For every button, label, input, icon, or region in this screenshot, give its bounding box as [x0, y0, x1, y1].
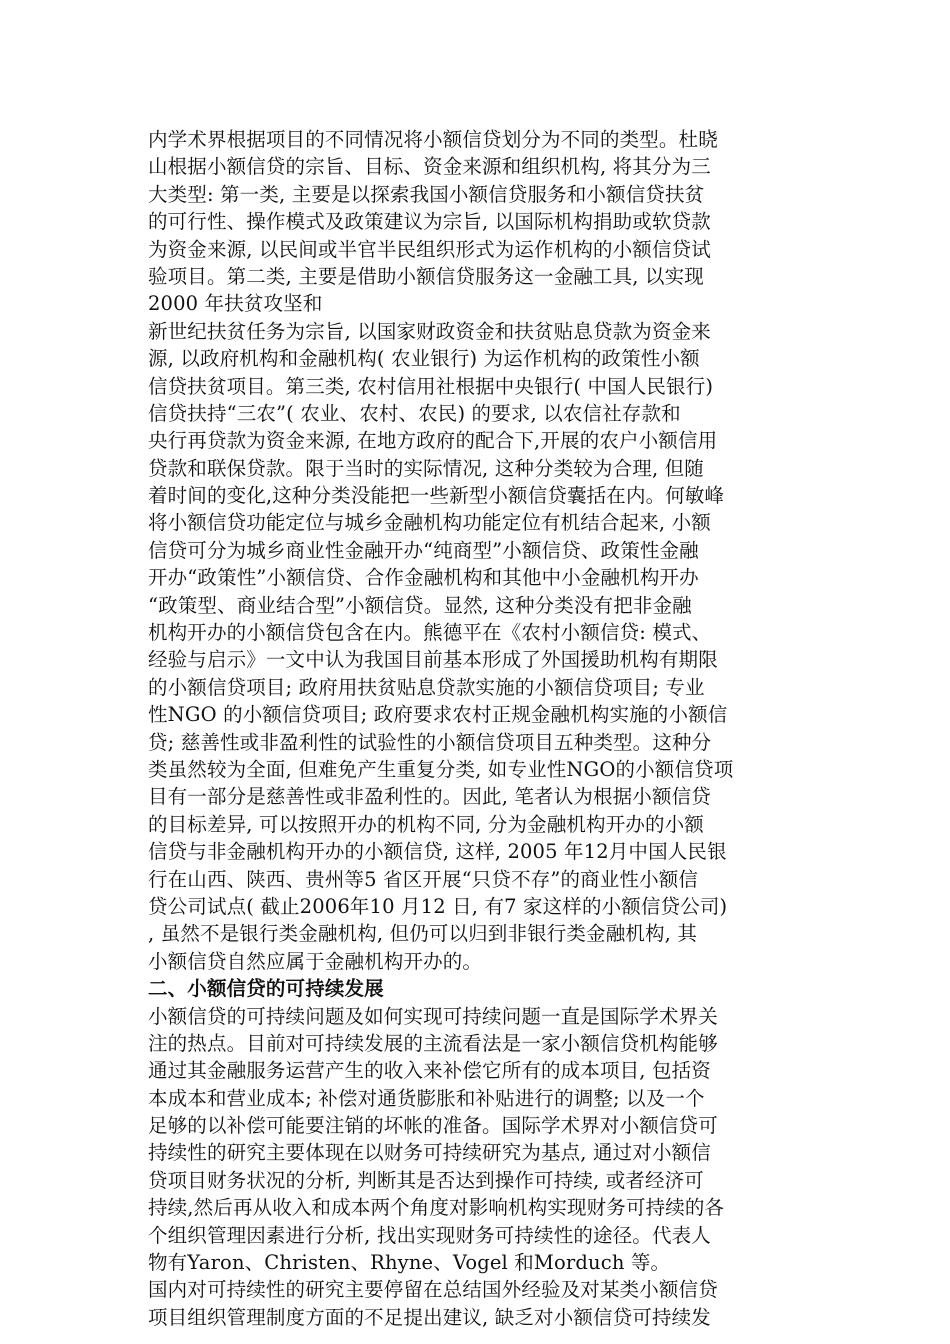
text-line: 的小额信贷项目; 政府用扶贫贴息贷款实施的小额信贷项目; 专业: [148, 675, 705, 699]
text-line: 验项目。第二类, 主要是借助小额信贷服务这一金融工具, 以实现: [148, 264, 704, 288]
text-line: 开办“政策性”小额信贷、合作金融机构和其他中小金融机构开办: [148, 566, 699, 590]
text-line: 2000 年扶贫攻坚和: [148, 292, 323, 316]
text-line: 物有Yaron、Christen、Rhyne、Vogel 和Morduch 等。: [148, 1251, 671, 1275]
text-line: “政策型、商业结合型”小额信贷。显然, 这种分类没有把非金融: [148, 593, 692, 617]
text-line: 机构开办的小额信贷包含在内。熊德平在《农村小额信贷: 模式、: [148, 621, 712, 645]
text-line: 贷项目财务状况的分析, 判断其是否达到操作可持续, 或者经济可: [148, 1168, 704, 1192]
text-line: 持续性的研究主要体现在以财务可持续研究为基点, 通过对小额信: [148, 1141, 711, 1165]
text-line: 个组织管理因素进行分析, 找出实现财务可持续性的途径。代表人: [148, 1223, 711, 1247]
text-line: 贷公司试点( 截止2006年10 月12 日, 有7 家这样的小额信贷公司): [148, 894, 728, 918]
text-line: 小额信贷的可持续问题及如何实现可持续问题一直是国际学术界关: [148, 1004, 718, 1028]
text-line: 注的热点。目前对可持续发展的主流看法是一家小额信贷机构能够: [148, 1031, 718, 1055]
text-line: 信贷扶持“三农”( 农业、农村、农民) 的要求, 以农信社存款和: [148, 401, 681, 425]
text-line: 内学术界根据项目的不同情况将小额信贷划分为不同的类型。杜晓: [148, 128, 718, 151]
text-line: 贷款和联保贷款。限于当时的实际情况, 这种分类较为合理, 但随: [148, 456, 704, 480]
document-page: [148, 126, 808, 1331]
text-line: 的目标差异, 可以按照开办的机构不同, 分为金融机构开办的小额: [148, 812, 704, 836]
text-line: 大类型: 第一类, 主要是以探索我国小额信贷服务和小额信贷扶贫: [148, 182, 705, 206]
text-line: 新世纪扶贫任务为宗旨, 以国家财政资金和扶贫贴息贷款为资金来: [148, 319, 711, 343]
text-line: , 虽然不是银行类金融机构, 但仍可以归到非银行类金融机构, 其: [148, 922, 697, 946]
text-line: 将小额信贷功能定位与城乡金融机构功能定位有机结合起来, 小额: [148, 511, 711, 535]
text-line: 央行再贷款为资金来源, 在地方政府的配合下,开展的农户小额信用: [148, 429, 718, 453]
text-line: 为资金来源, 以民间或半官半民组织形式为运作机构的小额信贷试: [148, 237, 711, 261]
text-line: 小额信贷自然应属于金融机构开办的。: [148, 949, 483, 973]
text-line: 性NGO 的小额信贷项目; 政府要求农村正规金融机构实施的小额信: [148, 703, 728, 727]
text-line: 持续,然后再从收入和成本两个角度对影响机构实现财务可持续的各: [148, 1196, 725, 1220]
section-two-body: [148, 1003, 808, 1332]
text-line: 经验与启示》一文中认为我国目前基本形成了外国援助机构有期限: [148, 648, 718, 672]
text-line: 通过其金融服务运营产生的收入来补偿它所有的成本项目, 包括资: [148, 1059, 711, 1083]
section-heading: 二、小额信贷的可持续发展: [148, 977, 384, 1001]
text-line: 信贷可分为城乡商业性金融开办“纯商型”小额信贷、政策性金融: [148, 538, 699, 562]
text-line: 足够的以补偿可能要注销的坏帐的准备。国际学术界对小额信贷可: [148, 1114, 718, 1138]
text-line: 贷; 慈善性或非盈利性的试验性的小额信贷项目五种类型。这种分: [148, 730, 712, 754]
text-line: 信贷扶贫项目。第三类, 农村信用社根据中央银行( 中国人民银行): [148, 374, 714, 398]
text-line: 本成本和营业成本; 补偿对通货膨胀和补贴进行的调整; 以及一个: [148, 1086, 705, 1110]
text-line: 信贷与非金融机构开办的小额信贷, 这样, 2005 年12月中国人民银: [148, 840, 727, 864]
text-line: 类虽然较为全面, 但难免产生重复分类, 如专业性NGO的小额信贷项: [148, 757, 734, 781]
section-one-body: [148, 126, 808, 975]
text-line: 项目组织管理制度方面的不足提出建议, 缺乏对小额信贷可持续发: [148, 1305, 711, 1329]
text-line: 的可行性、操作模式及政策建议为宗旨, 以国际机构捐助或软贷款: [148, 210, 711, 234]
text-line: 着时间的变化,这种分类没能把一些新型小额信贷囊括在内。何敏峰: [148, 484, 725, 508]
text-line: 国内对可持续性的研究主要停留在总结国外经验及对某类小额信贷: [148, 1278, 718, 1302]
text-line: 山根据小额信贷的宗旨、目标、资金来源和组织机构, 将其分为三: [148, 155, 711, 179]
text-line: 目有一部分是慈善性或非盈利性的。因此, 笔者认为根据小额信贷: [148, 785, 711, 809]
text-line: 行在山西、陕西、贵州等5 省区开展“只贷不存”的商业性小额信: [148, 867, 699, 891]
text-line: 源, 以政府机构和金融机构( 农业银行) 为运作机构的政策性小额: [148, 347, 700, 371]
